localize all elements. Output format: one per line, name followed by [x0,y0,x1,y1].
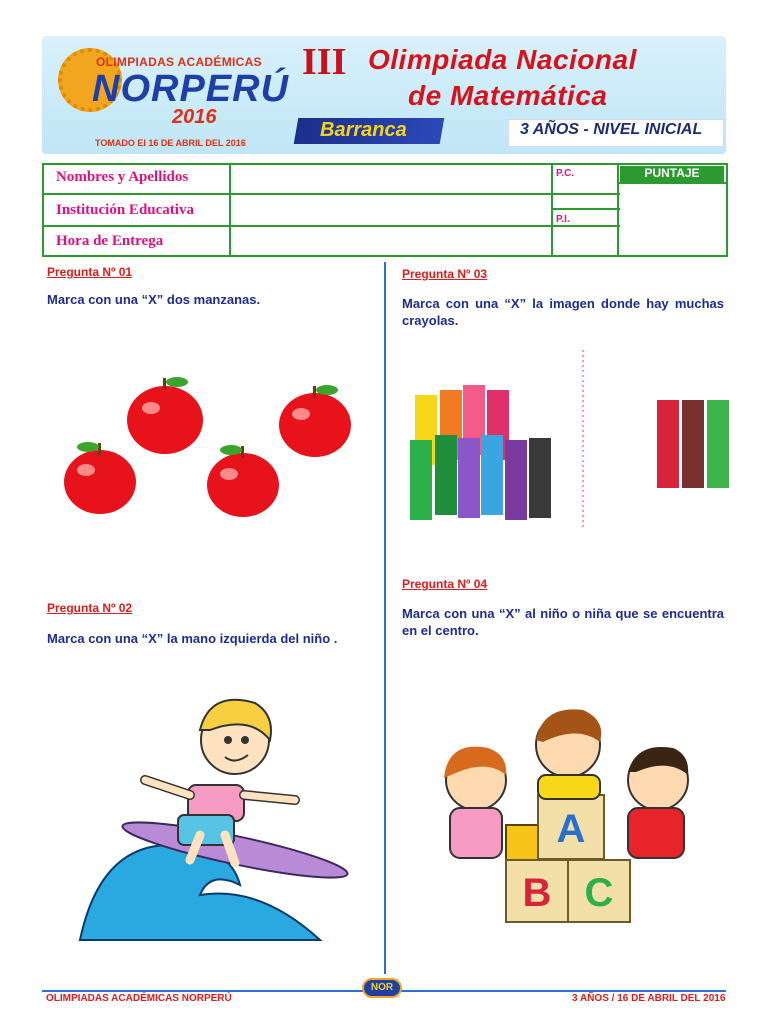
score-label: PUNTAJE [644,166,700,180]
apple-icon[interactable] [127,377,203,454]
name-label: Nombres y Apellidos [56,169,189,185]
footer-org: OLIMPIADAS ACADÉMICAS NORPERÚ [46,993,232,1004]
school-field[interactable] [232,196,550,224]
few-crayons-option[interactable] [657,400,729,488]
block-letter-a: A [556,807,586,851]
question-2-heading: Pregunta Nº 02 [47,601,133,615]
delivery-time-label: Hora de Entrega [56,233,164,249]
org-name: NORPERÚ [92,68,290,110]
table-divider [551,163,553,257]
pi-label: P.I. [556,214,570,225]
table-divider [42,193,620,195]
table-divider [618,182,726,184]
children-blocks-illustration [418,700,718,940]
table-divider [42,225,620,227]
footer-date: 3 AÑOS / 16 DE ABRIL DEL 2016 [572,993,726,1004]
crayons-illustration [405,350,745,530]
block-letter-b: B [522,871,552,915]
question-1-text: Marca con una “X” dos manzanas. [47,292,261,307]
title-line-1: Olimpiada Nacional [368,44,637,75]
question-3-heading: Pregunta Nº 03 [402,267,488,281]
org-subtitle: OLIMPIADAS ACADÉMICAS [96,55,262,69]
level-text: 3 AÑOS - NIVEL INICIAL [520,121,703,138]
footer-logo-icon: NOR [362,978,402,998]
apple-icon[interactable] [279,385,351,457]
school-label: Institución Educativa [56,202,194,218]
name-field[interactable] [232,166,550,192]
column-divider [384,262,386,974]
right-child[interactable] [628,747,688,858]
edition-number: III [302,41,347,83]
left-child[interactable] [444,747,506,858]
apple-icon[interactable] [207,445,279,517]
question-4-text: Marca con una “X” al niño o niña que se encuentra en el centro. [402,606,724,638]
center-child[interactable] [536,709,601,799]
table-divider [552,208,620,210]
city-name: Barranca [320,119,407,141]
apples-illustration [55,370,365,520]
block-letter-c: C [584,871,614,915]
many-crayons-option[interactable] [410,385,551,520]
apple-icon[interactable] [64,442,136,514]
surfing-child-illustration [60,685,360,945]
score-field[interactable] [621,185,724,255]
table-divider [617,163,619,257]
delivery-time-field[interactable] [232,228,550,255]
question-4-heading: Pregunta Nº 04 [402,577,488,591]
question-3-text: Marca con una “X” la imagen donde hay muchas crayolas. [402,296,724,328]
exam-date-note: TOMADO El 16 DE ABRIL DEL 2016 [95,138,246,148]
org-year: 2016 [172,106,217,128]
pc-label: P.C. [556,168,575,179]
table-divider [229,163,231,257]
question-1-heading: Pregunta Nº 01 [47,265,133,279]
title-line-2: de Matemática [408,80,608,111]
question-2-text: Marca con una “X” la mano izquierda del niño . [47,631,338,646]
